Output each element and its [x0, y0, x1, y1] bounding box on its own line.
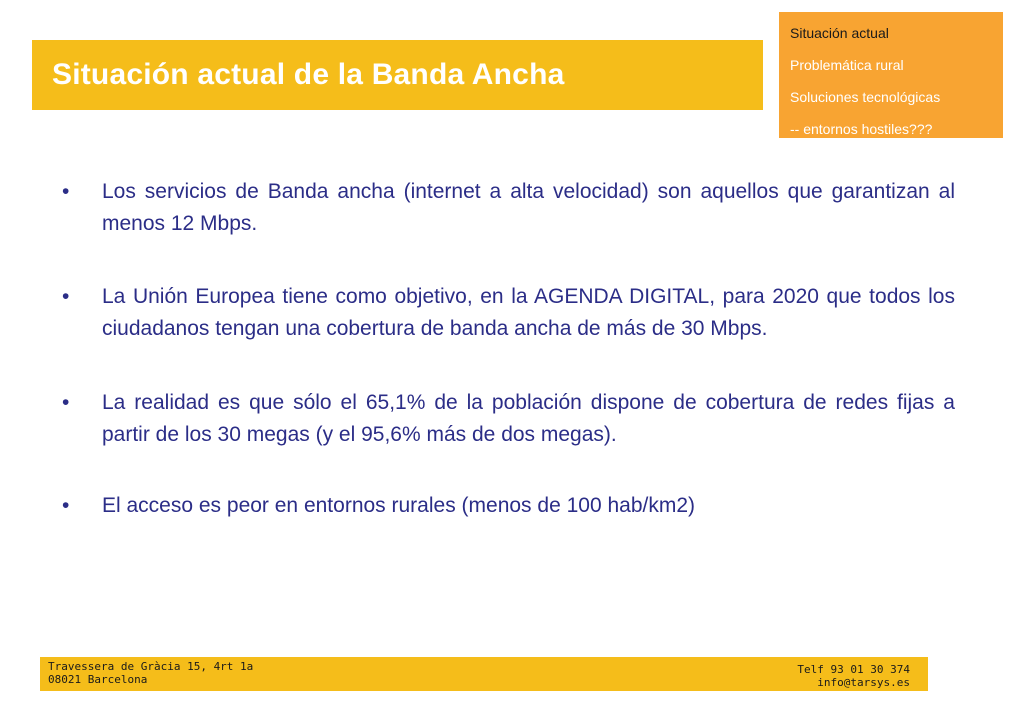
bullet-text: La Unión Europea tiene como objetivo, en la AGENDA DIGITAL, para 2020 que todos los ciudadanos tengan una cobertura de banda ancha de más de 30 Mbps. [102, 285, 955, 340]
title-bar [32, 40, 763, 110]
footer-email[interactable]: info@tarsys.es [817, 676, 910, 689]
bullet-text: El acceso es peor en entornos rurales (menos de 100 hab/km2) [102, 494, 695, 517]
page-title: Situación actual de la Banda Ancha [52, 58, 565, 91]
section-nav [779, 12, 1003, 138]
footer-bar [40, 657, 928, 691]
nav-item-situacion-actual[interactable]: Situación actual [790, 25, 889, 41]
nav-item-soluciones-tecnologicas[interactable]: Soluciones tecnológicas [790, 89, 941, 105]
list-item [62, 490, 955, 522]
bullet-marker: • [62, 494, 70, 517]
bullet-list [62, 176, 955, 522]
footer-contact [797, 663, 910, 689]
nav-item-problematica-rural[interactable]: Problemática rural [790, 57, 904, 73]
list-item [62, 176, 955, 240]
address-line-1: Travessera de Gràcia 15, 4rt 1a [48, 660, 254, 673]
bullet-marker: • [62, 180, 70, 203]
list-item [62, 281, 955, 345]
list-item [62, 387, 955, 451]
footer-address [48, 660, 253, 686]
nav-item-entornos-hostiles[interactable]: -- entornos hostiles??? [790, 121, 933, 137]
bullet-text: Los servicios de Banda ancha (internet a alta velocidad) son aquellos que garantizan al menos 12 Mbps. [102, 180, 955, 235]
bullet-text: La realidad es que sólo el 65,1% de la población dispone de cobertura de redes fijas a partir de los 30 megas (y el 95,6% más de dos megas). [102, 391, 955, 446]
footer-phone: Telf 93 01 30 374 [797, 663, 910, 676]
address-line-2: 08021 Barcelona [48, 673, 148, 686]
bullet-marker: • [62, 391, 70, 414]
bullet-marker: • [62, 285, 70, 308]
